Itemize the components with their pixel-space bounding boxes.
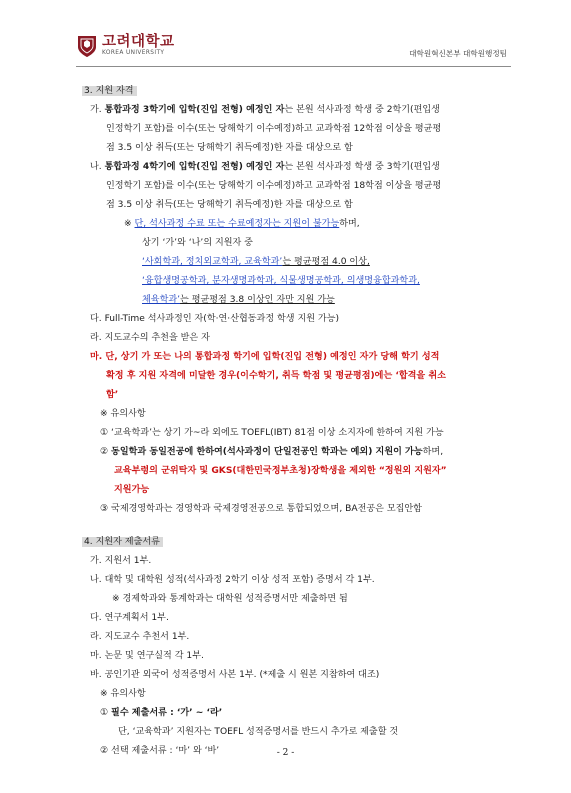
s4-item-da: 다. 연구계획서 1부. xyxy=(90,613,169,623)
department-name: 대학원혁신본부 대학원행정팀 xyxy=(409,49,507,58)
s3-note-line5: 체육학과’는 평균평점 3.8 이상인 자만 지원 가능 xyxy=(142,295,335,305)
s3-note-line2: 상기 ‘가’와 ‘나’의 지원자 중 xyxy=(142,238,253,248)
s3-caution-1: ① ‘교육학과’는 상기 가~라 외에도 TOEFL(IBT) 81점 이상 소지자에 한하여 지원 가능 xyxy=(100,428,444,438)
crest-icon xyxy=(76,34,98,58)
page-header xyxy=(0,0,571,72)
s3-item-ga-line2: 인정학기 포함)를 이수(또는 당해학기 이수예정)하고 교과학점 12학점 이상을 평균평 xyxy=(106,124,442,134)
s4-caution-1: ① 필수 제출서류 : ‘가’ ~ ‘라’ xyxy=(100,708,223,718)
document-body xyxy=(84,82,514,761)
s3-item-ga: 가. 통합과정 3학기에 입학(진입 전형) 예정인 자는 본원 석사과정 학생 중 2학기(편입생 xyxy=(90,105,440,115)
s3-item-ma: 마. 단, 상기 가 또는 나의 통합과정 학기에 입학(진입 전형) 예정인 자가 당해 학기 성적 xyxy=(90,352,440,362)
s3-item-na: 나. 통합과정 4학기에 입학(진입 전형) 예정인 자는 본원 석사과정 학생 중 3학기(편입생 xyxy=(90,162,440,172)
s3-item-ma-line3: 함’ xyxy=(106,390,119,400)
s4-caution-2: ② 선택 제출서류 : ‘마’ 와 ‘바’ xyxy=(100,746,220,756)
s3-caution-2: ② 동일학과 동일전공에 한하여(석사과정이 단일전공인 학과는 예외) 지원이 가능하며, xyxy=(100,447,444,457)
s4-item-ra: 라. 지도교수 추천서 1부. xyxy=(90,632,190,642)
s3-caution: ※ 유의사항 xyxy=(100,409,146,419)
s3-item-da: 다. Full-Time 석사과정인 자(학·연·산협동과정 학생 지원 가능) xyxy=(90,314,340,324)
s4-caution-1-note: 단, ‘교육학과’ 지원자는 TOEFL 성적증명서를 반드시 추가로 제출할 것 xyxy=(118,727,399,737)
section4-title: 4. 지원자 제출서류 xyxy=(84,533,514,552)
logo-english: KOREA UNIVERSITY xyxy=(102,50,165,57)
s3-note-line3: ‘사회학과, 정치외교학과, 교육학과’는 평균평점 4.0 이상, xyxy=(142,257,370,267)
s3-caution-2-line3: 지원가능 xyxy=(114,485,150,495)
s4-item-na-note: ※ 경제학과와 통계학과는 대학원 성적증명서만 제출하면 됨 xyxy=(112,594,348,604)
page-number: - 2 - xyxy=(276,748,295,758)
s3-item-na-line3: 점 3.5 이상 취득(또는 당해학기 취득예정)한 자를 대상으로 함 xyxy=(106,200,353,210)
s3-item-ra: 라. 지도교수의 추천을 받은 자 xyxy=(90,333,210,343)
s4-caution: ※ 유의사항 xyxy=(100,689,146,699)
s3-item-ma-line2: 확정 후 지원 자격에 미달한 경우(이수학기, 취득 학점 및 평균평점)에는 ‘합격을 취소 xyxy=(106,371,446,381)
s3-item-ga-line3: 점 3.5 이상 취득(또는 당해학기 취득예정)한 자를 대상으로 함 xyxy=(106,143,353,153)
s3-caution-3: ③ 국제경영학과는 경영학과 국제경영전공으로 통합되었으며, BA전공은 모집안함 xyxy=(100,504,422,514)
s4-item-ma: 마. 논문 및 연구실적 각 1부. xyxy=(90,651,204,661)
s3-note-line4: ‘융합생명공학과, 분자생명과학과, 식물생명공학과, 의생명융합과학과, xyxy=(142,276,420,286)
logo-korean: 고려대학교 xyxy=(102,33,175,50)
header-divider xyxy=(76,66,511,67)
university-logo xyxy=(76,34,175,58)
s3-item-na-line2: 인정학기 포함)를 이수(또는 당해학기 이수예정)하고 교과학점 18학점 이상을 평균평 xyxy=(106,181,442,191)
section3-title: 3. 지원 자격 xyxy=(84,82,514,101)
s4-item-ba: 바. 공인기관 외국어 성적증명서 사본 1부. (*제출 시 원본 지참하여 대조) xyxy=(90,670,380,680)
s4-item-ga: 가. 지원서 1부. xyxy=(90,556,152,566)
s3-note: ※ 단, 석사과정 수료 또는 수료예정자는 지원이 불가능하며, xyxy=(124,219,360,229)
s3-caution-2-line2: 교육부령의 군위탁자 및 GKS(대한민국정부초청)장학생을 제외한 “정원외 지원자” xyxy=(114,466,447,476)
s4-item-na: 나. 대학 및 대학원 성적(석사과정 2학기 이상 성적 포함) 증명서 각 1부. xyxy=(90,575,375,585)
